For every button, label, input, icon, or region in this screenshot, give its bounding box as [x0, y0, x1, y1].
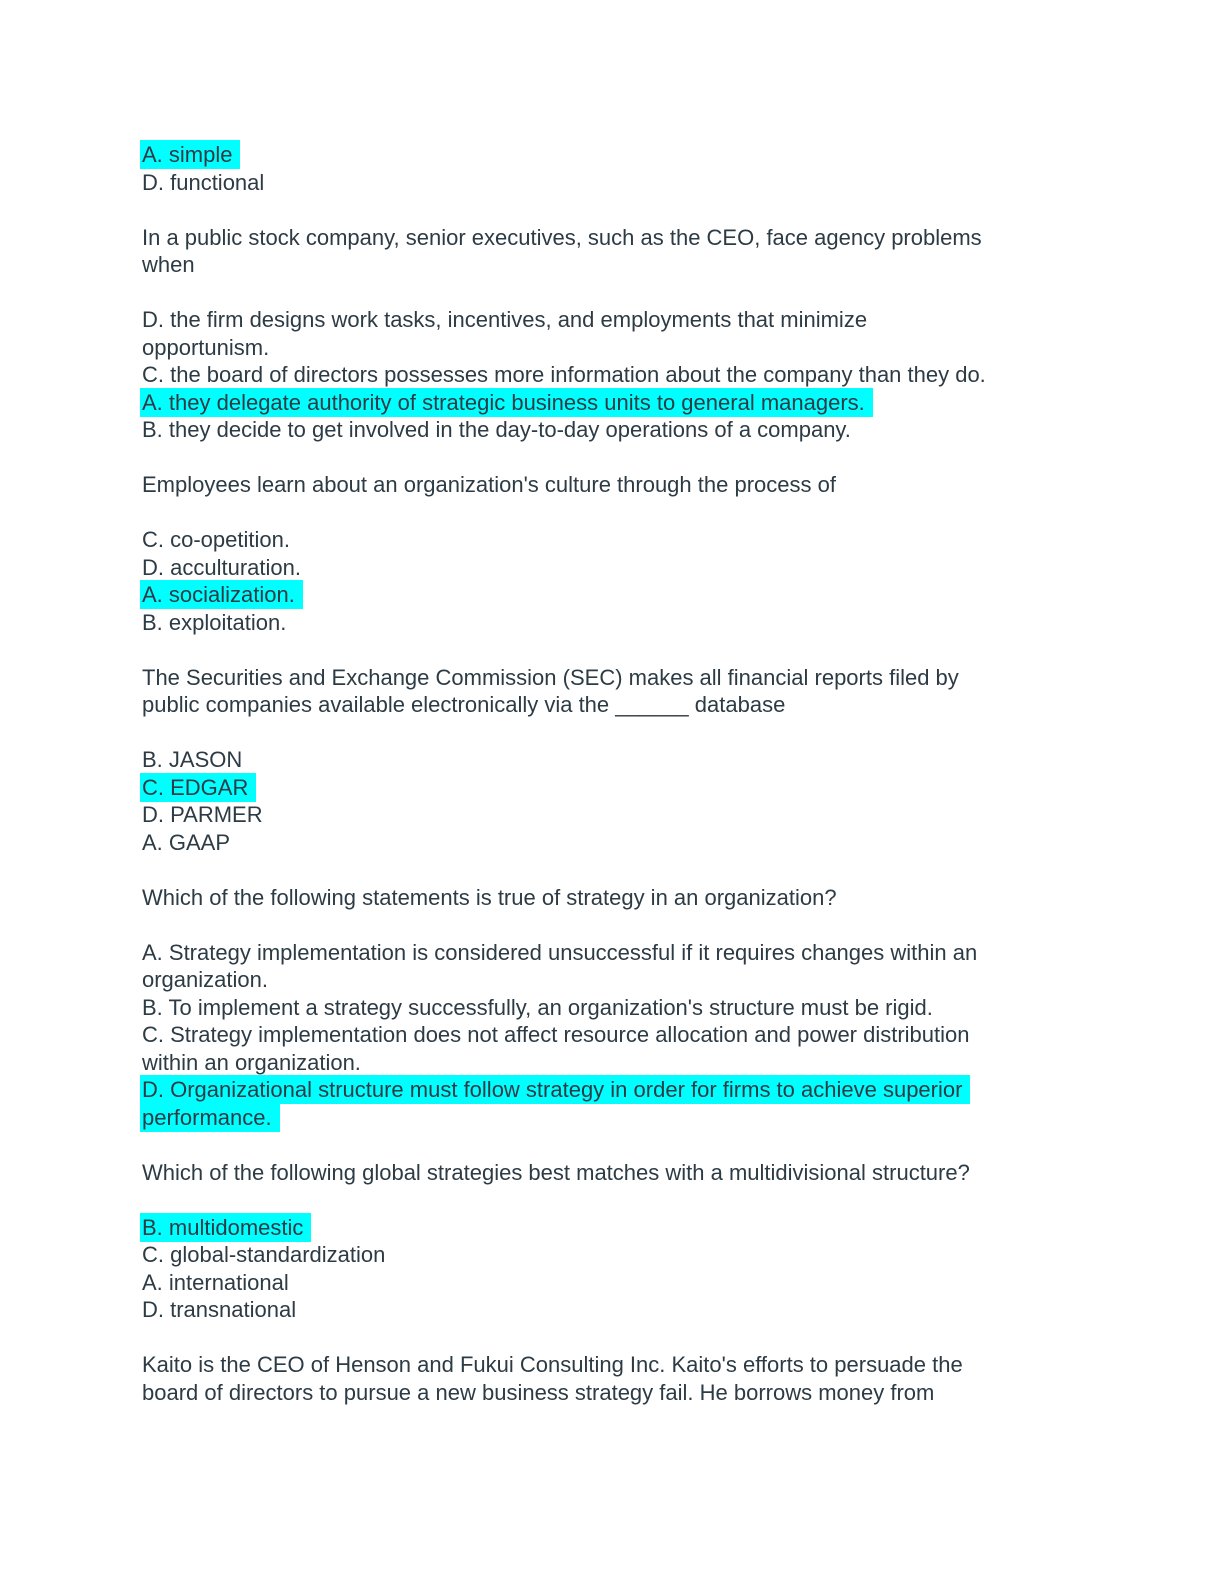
- answer-option-line: D. PARMER: [142, 802, 263, 827]
- answer-option-line: B. they decide to get involved in the day-to-day operations of a company.: [142, 417, 851, 442]
- question-block: [142, 1351, 1102, 1406]
- answer-option-line: organization.: [142, 967, 268, 992]
- highlighted-text: A. socialization.: [140, 580, 303, 609]
- highlighted-text: performance.: [140, 1103, 280, 1132]
- answer-option-line: A. international: [142, 1269, 289, 1295]
- answer-option-line: [142, 1104, 1102, 1132]
- document-content: [142, 141, 1102, 1406]
- answer-option-line: [142, 581, 1102, 609]
- answer-option-line: D. functional: [142, 169, 265, 195]
- question-text-line: In a public stock company, senior executives, such as the CEO, face agency problems: [142, 224, 982, 250]
- answer-block: [142, 141, 1102, 196]
- answer-option-line: [142, 141, 1102, 169]
- highlighted-text: A. simple: [140, 140, 240, 169]
- answer-option-line: within an organization.: [142, 1049, 361, 1075]
- answer-option-line: D. acculturation.: [142, 554, 301, 580]
- answer-option-line: C. the board of directors possesses more information about the company than they do.: [142, 362, 986, 387]
- answer-option-line: B. To implement a strategy successfully, an organization's structure must be rigid.: [142, 994, 933, 1020]
- answer-option-line: [142, 1076, 1102, 1104]
- answer-block: [142, 526, 1102, 636]
- answer-option-line: [142, 389, 1102, 417]
- question-block: [142, 471, 1102, 499]
- question-text-line: when: [142, 252, 195, 277]
- answer-block: [142, 306, 1102, 444]
- answer-block: [142, 746, 1102, 856]
- answer-option-line: B. JASON: [142, 747, 243, 772]
- question-text-line: Kaito is the CEO of Henson and Fukui Consulting Inc. Kaito's efforts to persuade the: [142, 1352, 963, 1377]
- answer-block: [142, 939, 1102, 1132]
- highlighted-text: D. Organizational structure must follow strategy in order for firms to achieve superior: [140, 1075, 970, 1104]
- highlighted-text: A. they delegate authority of strategic business units to general managers.: [140, 388, 873, 417]
- highlighted-text: B. multidomestic: [140, 1213, 311, 1242]
- answer-option-line: D. the firm designs work tasks, incentives, and employments that minimize: [142, 307, 868, 332]
- question-text-line: Which of the following statements is true of strategy in an organization?: [142, 884, 837, 910]
- question-text-line: The Securities and Exchange Commission (SEC) makes all financial reports filed by: [142, 664, 959, 690]
- answer-option-line: B. exploitation.: [142, 609, 287, 635]
- question-text-line: Employees learn about an organization's culture through the process of: [142, 472, 836, 497]
- question-block: [142, 1159, 1102, 1187]
- question-block: [142, 884, 1102, 912]
- highlighted-text: C. EDGAR: [140, 773, 256, 802]
- question-text-line: Which of the following global strategies best matches with a multidivisional structure?: [142, 1159, 970, 1185]
- question-text-line: public companies available electronically via the ______ database: [142, 692, 786, 717]
- answer-option-line: D. transnational: [142, 1297, 297, 1322]
- answer-option-line: [142, 1214, 1102, 1242]
- answer-block: [142, 1214, 1102, 1324]
- answer-option-line: A. Strategy implementation is considered unsuccessful if it requires changes within an: [142, 939, 978, 965]
- answer-option-line: [142, 774, 1102, 802]
- question-text-line: board of directors to pursue a new business strategy fail. He borrows money from: [142, 1379, 935, 1405]
- answer-option-line: C. co-opetition.: [142, 527, 290, 552]
- answer-option-line: C. Strategy implementation does not affect resource allocation and power distribution: [142, 1022, 970, 1047]
- answer-option-line: C. global-standardization: [142, 1242, 386, 1267]
- answer-option-line: opportunism.: [142, 334, 270, 360]
- question-block: [142, 664, 1102, 719]
- answer-option-line: A. GAAP: [142, 829, 231, 855]
- question-block: [142, 224, 1102, 279]
